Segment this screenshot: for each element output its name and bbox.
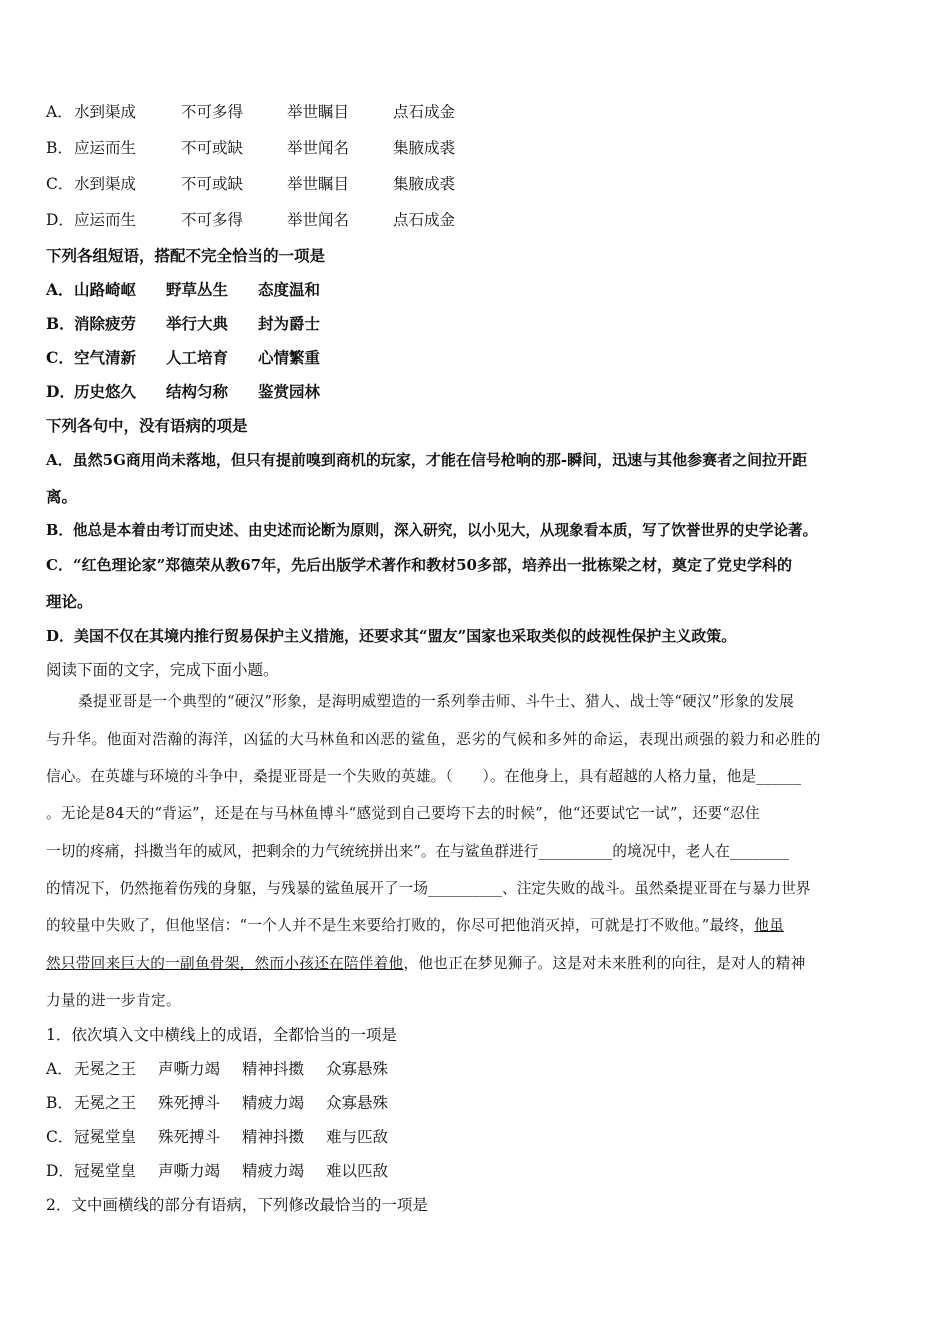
passage-line: 的较量中失败了，但他坚信：“一个人并不是生来要给打败的，你尽可把他消灭掉，可就是打不败他。”最终，他虽 bbox=[46, 917, 785, 934]
option-d[interactable]: D．冠冕堂皇 声嘶力竭 精疲力竭 难以匹敌 bbox=[46, 1162, 389, 1180]
option-a[interactable]: A．无冕之王 声嘶力竭 精神抖擞 众寡悬殊 bbox=[46, 1060, 389, 1078]
question-stem: 下列各组短语，搭配不完全恰当的一项是 bbox=[46, 246, 326, 265]
question-stem: 下列各句中，没有语病的项是 bbox=[46, 416, 248, 435]
passage-line: 然只带回来巨大的一副鱼骨架，然而小孩还在陪伴着他，他也正在梦见狮子。这是对未来胜利的向往，是对人的精神 bbox=[46, 955, 806, 972]
question-2-stem: 2．文中画横线的部分有语病，下列修改最恰当的一项是 bbox=[46, 1196, 428, 1214]
option-b[interactable]: B．消除疲劳 举行大典 封为爵士 bbox=[46, 314, 321, 333]
passage-line: 信心。在英雄与环境的斗争中，桑提亚哥是一个失败的英雄。（ ）。在他身上，具有超越的人格力量，他是______ bbox=[46, 768, 802, 785]
option-b[interactable]: B．应运而生 不可或缺 举世闻名 集腋成裘 bbox=[46, 139, 456, 157]
passage-line: 的情况下，仍然拖着伤残的身躯，与残暴的鲨鱼展开了一场__________、注定失败的战斗。虽然桑提亚哥在与暴力世界 bbox=[46, 880, 811, 897]
underlined-sentence: 然只带回来巨大的一副鱼骨架，然而小孩还在陪伴着他 bbox=[46, 955, 404, 972]
passage-line: 桑提亚哥是一个典型的“硬汉”形象，是海明威塑造的一系列拳击师、斗牛士、猎人、战士等“硬汉”形象的发展 bbox=[78, 693, 795, 710]
underlined-sentence: 他虽 bbox=[754, 917, 785, 934]
option-d[interactable]: D．美国不仅在其境内推行贸易保护主义措施，还要求其“盟友”国家也采取类似的歧视性保护主义政策。 bbox=[46, 627, 737, 645]
option-a[interactable]: A．山路崎岖 野草丛生 态度温和 bbox=[46, 280, 321, 299]
option-c[interactable]: C．“红色理论家”郑德荣从教67年，先后出版学术著作和教材50多部，培养出一批栋梁之材，奠定了党史学科的 bbox=[46, 556, 792, 574]
option-a-continued: 离。 bbox=[46, 487, 78, 506]
passage-line: 。无论是84天的“背运”，还是在与马林鱼博斗“感觉到自己要垮下去的时候”，他“还要试它一试”，还要“忍住 bbox=[46, 805, 760, 822]
option-d[interactable]: D．历史悠久 结构匀称 鉴赏园林 bbox=[46, 382, 321, 401]
passage-line: 与升华。他面对浩瀚的海洋，凶猛的大马林鱼和凶恶的鲨鱼，恶劣的气候和多舛的命运，表现出顽强的毅力和必胜的 bbox=[46, 731, 821, 748]
reading-intro: 阅读下面的文字，完成下面小题。 bbox=[46, 661, 279, 679]
option-c[interactable]: C．冠冕堂皇 殊死搏斗 精神抖擞 难与匹敌 bbox=[46, 1128, 389, 1146]
passage-line: 一切的疼痛，抖擞当年的威风，把剩余的力气统统拼出来”。在与鲨鱼群进行__________的境况中，老人在________ bbox=[46, 843, 790, 860]
option-b[interactable]: B．他总是本着由考订而史述、由史述而论断为原则，深入研究，以小见大，从现象看本质，写了饮誉世界的史学论著。 bbox=[46, 522, 818, 539]
option-c[interactable]: C．空气清新 人工培育 心情繁重 bbox=[46, 348, 321, 367]
question-1-stem: 1．依次填入文中横线上的成语，全都恰当的一项是 bbox=[46, 1026, 397, 1044]
option-d[interactable]: D．应运而生 不可多得 举世闻名 点石成金 bbox=[46, 211, 456, 229]
option-a[interactable]: A．虽然5G商用尚未落地，但只有提前嗅到商机的玩家，才能在信号枪响的那-瞬间，迅速与其他参赛者之间拉开距 bbox=[46, 451, 808, 469]
option-c[interactable]: C．水到渠成 不可或缺 举世瞩目 集腋成裘 bbox=[46, 175, 456, 193]
option-c-continued: 理论。 bbox=[46, 592, 93, 611]
option-a[interactable]: A．水到渠成 不可多得 举世瞩目 点石成金 bbox=[46, 103, 456, 121]
passage-line: 力量的进一步肯定。 bbox=[46, 992, 181, 1009]
option-b[interactable]: B．无冕之王 殊死搏斗 精疲力竭 众寡悬殊 bbox=[46, 1094, 389, 1112]
